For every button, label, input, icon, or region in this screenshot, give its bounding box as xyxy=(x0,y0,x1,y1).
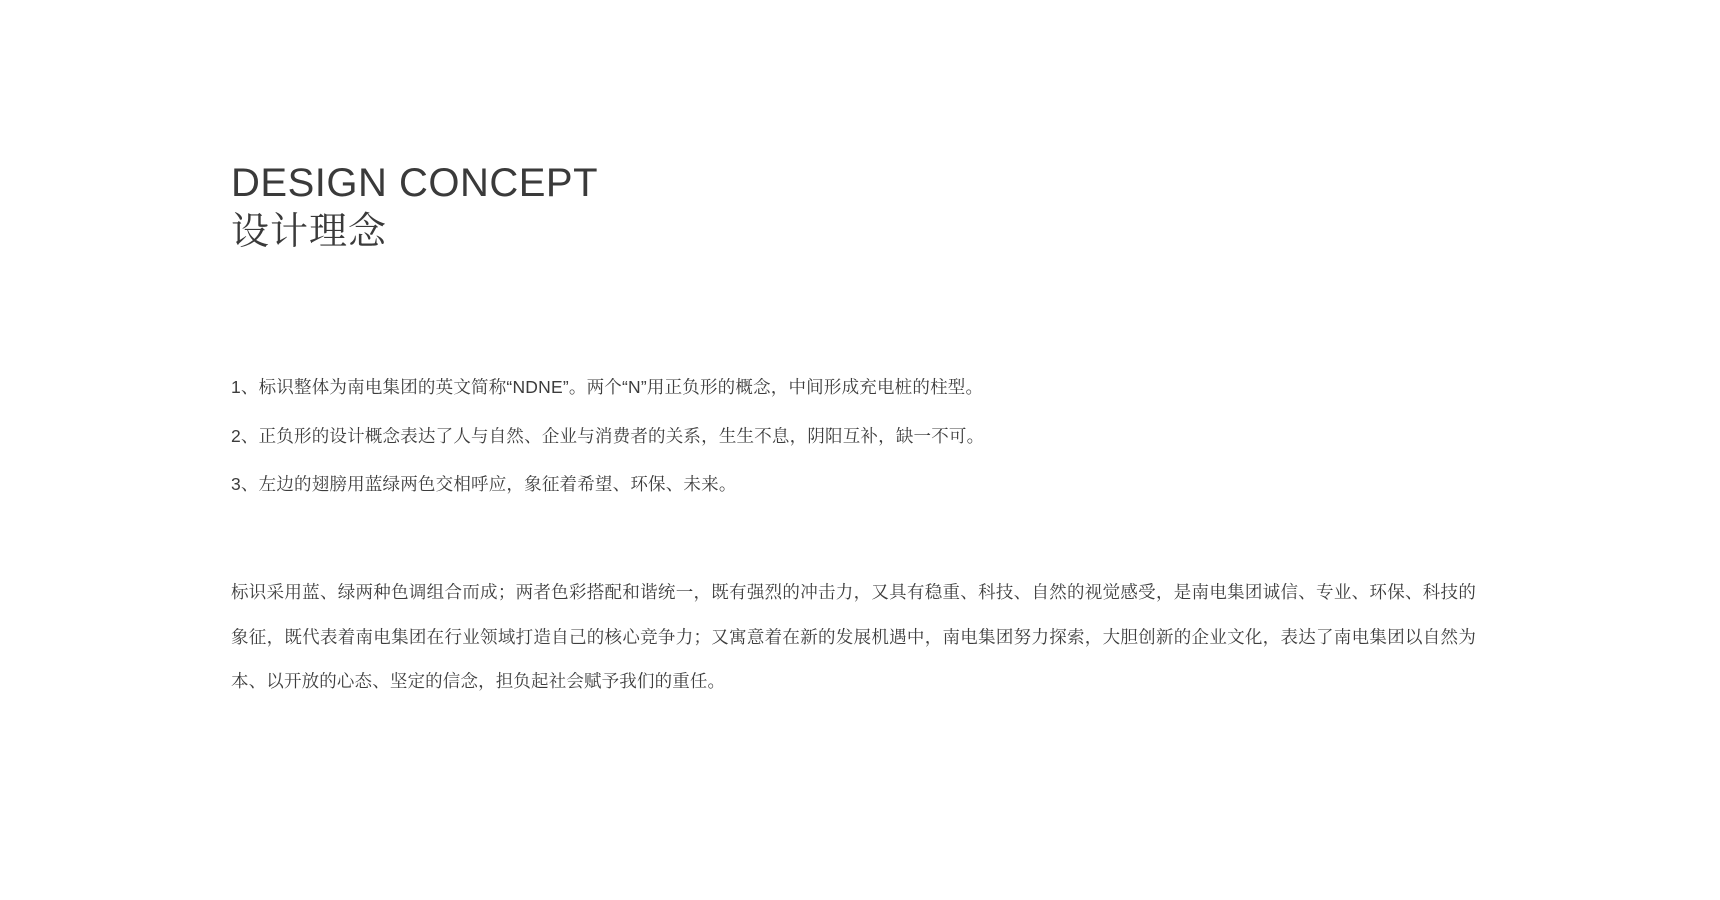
list-item: 2、正负形的设计概念表达了人与自然、企业与消费者的关系，生生不息，阴阳互补，缺一不可。 xyxy=(231,425,985,446)
list-item: 1、标识整体为南电集团的英文简称“NDNE”。两个“N”用正负形的概念，中间形成充电桩的柱型。 xyxy=(231,377,984,397)
description-paragraph: 标识采用蓝、绿两种色调组合而成；两者色彩搭配和谐统一，既有强烈的冲击力，又具有稳重、科技、自然的视觉感受，是南电集团诚信、专业、环保、科技的象征，既代表着南电集团在行业领域打造自己的核心竞争力；又寓意着在新的发展机遇中，南电集团努力探索，大胆创新的企业文化，表达了南电集团以自然为本、以开放的心态、坚定的信念，担负起社会赋予我们的重任。 xyxy=(231,582,1476,692)
content-container xyxy=(231,160,1531,692)
title-chinese: 设计理念 xyxy=(231,211,388,254)
list-item: 3、左边的翅膀用蓝绿两色交相呼应，象征着希望、环保、未来。 xyxy=(231,474,737,494)
concept-points-list xyxy=(231,375,1531,521)
description-block xyxy=(231,570,1476,704)
title-english: DESIGN CONCEPT xyxy=(231,161,599,205)
page-title xyxy=(231,160,1531,258)
